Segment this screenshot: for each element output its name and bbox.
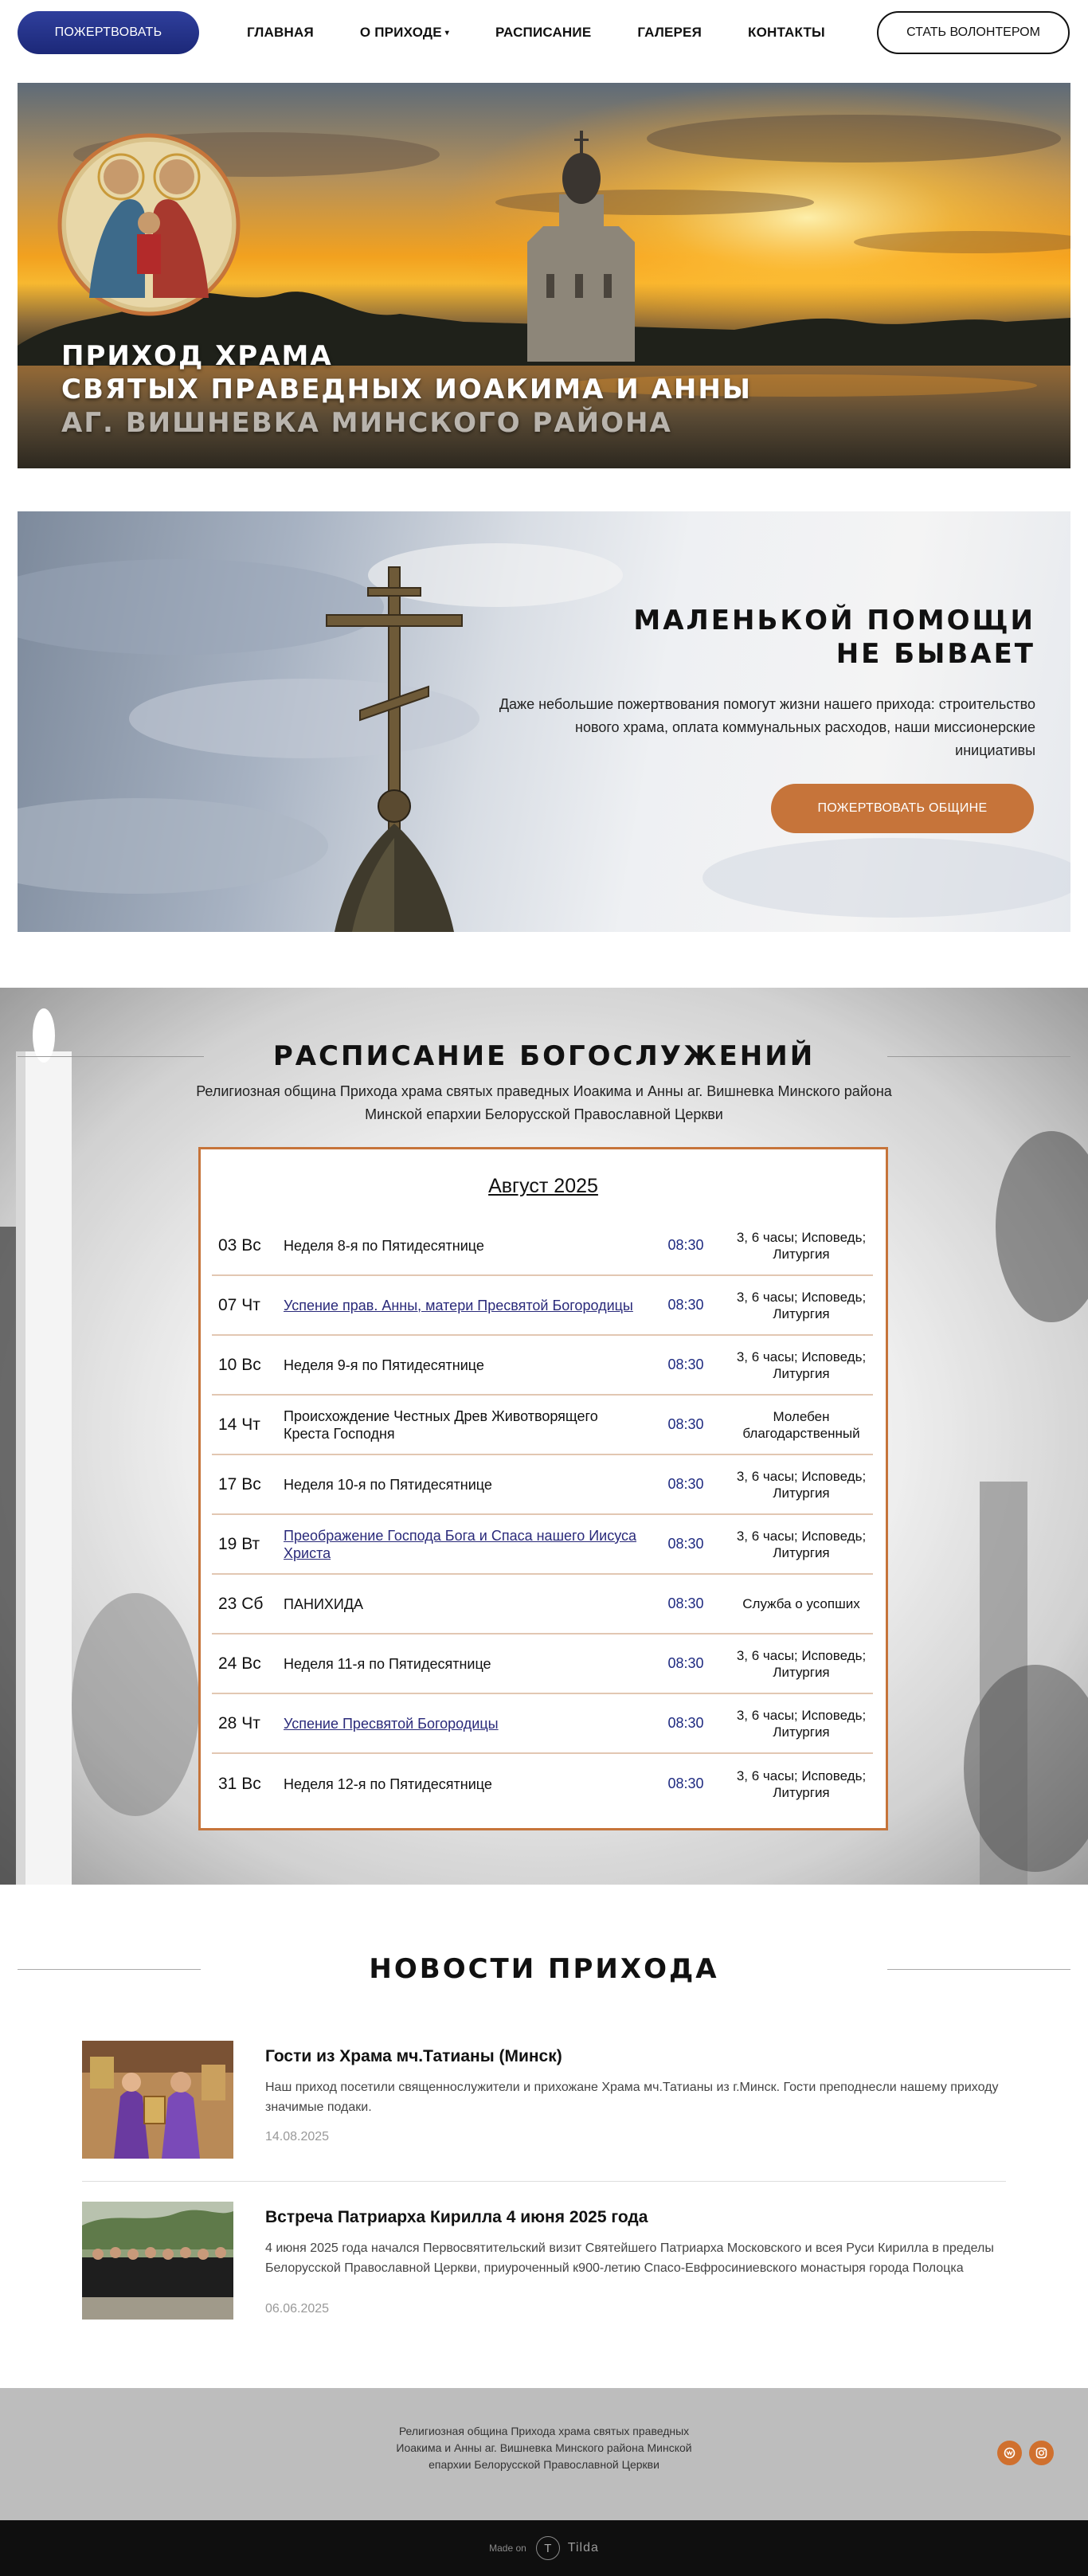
schedule-row (212, 1336, 873, 1396)
schedule-row (212, 1694, 873, 1754)
service-date: 28 Чт (218, 1713, 260, 1732)
service-time: 08:30 (667, 1655, 704, 1671)
service-name: Происхождение Честных Древ Животворящего Креста Господня (284, 1407, 598, 1442)
service-name: ПАНИХИДА (284, 1595, 364, 1612)
nav-about-label: О ПРИХОДЕ (359, 25, 442, 40)
nav-schedule[interactable] (495, 25, 591, 41)
service-name: Неделя 11-я по Пятидесятнице (284, 1655, 491, 1672)
news-item[interactable] (82, 2202, 1006, 2321)
service-date: 10 Вс (218, 1355, 261, 1374)
service-date: 17 Вс (218, 1474, 261, 1494)
instagram-icon[interactable] (1029, 2441, 1054, 2465)
service-name-link[interactable]: Преображение Господа Бога и Спаса нашего Иисуса Христа (284, 1527, 637, 1561)
news-section (0, 1885, 1088, 2388)
hero-banner (18, 83, 1070, 468)
site-footer (0, 2388, 1088, 2520)
news-photo-1 (82, 2041, 233, 2159)
made-on-tilda[interactable] (0, 2520, 1088, 2576)
service-type: Молебен благодарственный (742, 1408, 860, 1441)
service-date: 07 Чт (218, 1295, 260, 1314)
nav-home[interactable] (247, 25, 314, 41)
volunteer-button[interactable]: СТАТЬ ВОЛОНТЕРОМ (877, 11, 1070, 54)
service-date: 19 Вт (218, 1534, 260, 1553)
schedule-subtitle: Религиозная община Прихода храма святых праведных Иоакима и Анны аг. Вишневка Минского района Минской епархии Белорусской Православной Церкви (196, 1083, 892, 1122)
news-headline[interactable]: Гости из Храма мч.Татианы (Минск) (265, 2047, 562, 2065)
schedule-row (212, 1455, 873, 1515)
service-time: 08:30 (667, 1775, 704, 1791)
service-date: 31 Вс (218, 1774, 261, 1793)
schedule-card (198, 1147, 888, 1830)
donation-title-line-1: МАЛЕНЬКОЙ ПОМОЩИ (633, 605, 1035, 636)
service-date: 14 Чт (218, 1415, 260, 1434)
service-date: 24 Вс (218, 1654, 261, 1673)
nav-home-label: ГЛАВНАЯ (247, 25, 314, 40)
service-time: 08:30 (667, 1715, 704, 1731)
nav-schedule-label: РАСПИСАНИЕ (495, 25, 592, 40)
service-type: 3, 6 часы; Исповедь; Литургия (736, 1647, 867, 1680)
service-type: 3, 6 часы; Исповедь; Литургия (736, 1468, 867, 1501)
tilda-logo-icon: T (536, 2536, 560, 2560)
hero-title (61, 339, 752, 440)
news-thumbnail[interactable] (82, 2202, 233, 2320)
vk-icon[interactable] (997, 2441, 1022, 2465)
main-nav (247, 0, 871, 65)
service-time: 08:30 (667, 1476, 704, 1492)
service-time: 08:30 (667, 1297, 704, 1313)
schedule-row (212, 1216, 873, 1276)
service-time: 08:30 (667, 1237, 704, 1253)
schedule-row (212, 1575, 873, 1634)
schedule-row (212, 1276, 873, 1336)
site-header (0, 0, 1088, 65)
donation-text: Даже небольшие пожертвования помогут жизни нашего прихода: строительство нового храма, оплата коммунальных расходов, наши миссионерские инициативы (499, 696, 1035, 758)
service-time: 08:30 (667, 1357, 704, 1372)
service-name-link[interactable]: Успение прав. Анны, матери Пресвятой Богородицы (284, 1297, 633, 1313)
hero-title-line-3: АГ. ВИШНЕВКА МИНСКОГО РАЙОНА (61, 407, 672, 439)
news-excerpt: Наш приход посетили священнослужители и прихожане Храма мч.Татианы из г.Минск. Гости преподнесли нашему приходу значимые подаки. (265, 2081, 999, 2114)
schedule-month: Август 2025 (488, 1175, 598, 1197)
made-on-label: Made on (489, 2543, 526, 2554)
service-name-link[interactable]: Успение Пресвятой Богородицы (284, 1715, 499, 1732)
nav-contacts-label: КОНТАКТЫ (748, 25, 825, 40)
news-item[interactable] (82, 2041, 1006, 2160)
footer-text: Религиозная община Прихода храма святых праведных Иоакима и Анны аг. Вишневка Минского района Минской епархии Белорусской Православной Церкви (396, 2425, 692, 2471)
news-date: 14.08.2025 (265, 2130, 330, 2143)
hero-title-line-1: ПРИХОД ХРАМА (61, 340, 333, 372)
service-type: 3, 6 часы; Исповедь; Литургия (736, 1768, 867, 1800)
schedule-table (212, 1216, 873, 1814)
nav-gallery[interactable] (637, 25, 702, 41)
news-separator (82, 2181, 1006, 2182)
service-type: 3, 6 часы; Исповедь; Литургия (736, 1229, 867, 1262)
service-name: Неделя 10-я по Пятидесятнице (284, 1476, 492, 1493)
service-date: 03 Вс (218, 1235, 261, 1255)
service-name: Неделя 9-я по Пятидесятнице (284, 1357, 484, 1373)
news-title: НОВОСТИ ПРИХОДА (369, 1953, 719, 1985)
donation-title-line-2: НЕ БЫВАЕТ (836, 638, 1035, 670)
tilda-brand: Tilda (567, 2541, 599, 2554)
schedule-row (212, 1515, 873, 1575)
schedule-title: РАСПИСАНИЕ БОГОСЛУЖЕНИЙ (272, 1040, 816, 1072)
service-type: 3, 6 часы; Исповедь; Литургия (736, 1289, 867, 1321)
news-thumbnail[interactable] (82, 2041, 233, 2159)
schedule-row (212, 1754, 873, 1814)
service-time: 08:30 (667, 1416, 704, 1432)
service-type: Служба о усопших (742, 1596, 860, 1611)
service-name: Неделя 8-я по Пятидесятнице (284, 1237, 484, 1254)
donate-button[interactable]: ПОЖЕРТВОВАТЬ (18, 11, 199, 54)
service-time: 08:30 (667, 1595, 704, 1611)
nav-contacts[interactable] (748, 25, 825, 41)
nav-gallery-label: ГАЛЕРЕЯ (637, 25, 702, 40)
hero-title-line-2: СВЯТЫХ ПРАВЕДНЫХ ИОАКИМА И АННЫ (61, 374, 753, 405)
donation-banner (18, 511, 1070, 932)
service-date: 23 Сб (218, 1594, 264, 1613)
schedule-section (0, 988, 1088, 1885)
service-type: 3, 6 часы; Исповедь; Литургия (736, 1349, 867, 1381)
schedule-row (212, 1634, 873, 1694)
caret-down-icon: ▾ (444, 28, 449, 37)
donate-community-button[interactable]: ПОЖЕРТВОВАТЬ ОБЩИНЕ (771, 784, 1034, 833)
schedule-row (212, 1396, 873, 1455)
service-name: Неделя 12-я по Пятидесятнице (284, 1775, 492, 1792)
news-headline[interactable]: Встреча Патриарха Кирилла 4 июня 2025 года (265, 2208, 648, 2226)
tilda-bar (0, 2520, 1088, 2576)
news-photo-2 (82, 2202, 233, 2320)
service-type: 3, 6 часы; Исповедь; Литургия (736, 1707, 867, 1740)
service-time: 08:30 (667, 1536, 704, 1552)
nav-about[interactable] (360, 25, 449, 41)
news-date: 06.06.2025 (265, 2302, 330, 2316)
service-type: 3, 6 часы; Исповедь; Литургия (736, 1528, 867, 1560)
donation-title (633, 604, 1035, 671)
news-excerpt: 4 июня 2025 года начался Первосвятительский визит Святейшего Патриарха Московского и всея Руси Кирилла в пределы Белорусской Православной Церкви, приуроченный к900-летию Спасо-Евфросиниевского монастыря города Полоцка (265, 2241, 994, 2275)
